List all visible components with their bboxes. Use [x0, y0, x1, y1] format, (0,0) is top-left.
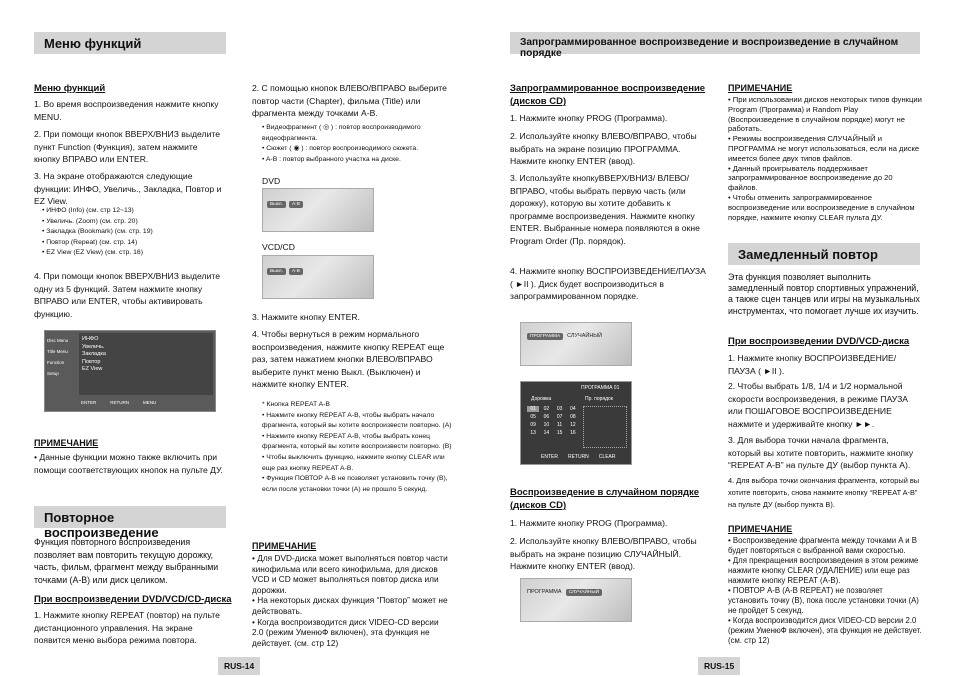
- repeat-step-2: 2. С помощью кнопок ВЛЕВО/ВПРАВО выберите повтор части (Chapter), фильма (Title) или фрагмента между точками A-B.: [252, 83, 447, 119]
- dvd-label: DVD: [262, 176, 281, 186]
- slow-step-2: 2. Чтобы выбрать 1/8, 1/4 и 1/2 нормальной скорости воспроизведения, в режиме ПАУЗА или ПОШАГОВОЕ ВОСПРОИЗВЕДЕНИЕ нажмите и удерживайте кнопку ►►.: [728, 381, 909, 429]
- track-cell: 05: [530, 414, 536, 420]
- slow-step-4: 4. Для выбора точки окончания фрагмента, который вы хотите повторить, снова нажмите кнопку “REPEAT A-B” на пульте ДУ (выбор пункта B).: [728, 476, 920, 509]
- ab-note-2: • Нажмите кнопку REPEAT A-B, чтобы выбрать конец фрагмента, который вы хотите воспроизвести повторно. (B): [262, 432, 452, 451]
- slow-step-3: 3. Для выбора точки начала фрагмента, который вы хотите повторить, нажмите кнопку “REPEAT A-B” на пульте ДУ (выбор пункта A).: [728, 435, 914, 471]
- random-osd: ПРОГРАММА СЛУЧАЙНЫЙ: [527, 589, 602, 596]
- bullet-repeat: • Повтор (Repeat) (см. стр. 14): [42, 238, 138, 246]
- note-heading-3: ПРИМЕЧАНИЕ: [728, 83, 793, 93]
- note-4-2: • Для прекращения воспроизведения в этом режиме нажмите кнопку CLEAR (УДАЛЕНИЕ) или еще раз нажмите кнопку REPEAT (A-B).: [728, 556, 919, 585]
- slow-subtitle: При воспроизведении DVD/VCD-диска: [728, 336, 910, 347]
- track-cell: 09: [530, 422, 536, 428]
- menu-function-list: ИНФО Увеличь. Закладка Повтор EZ View: [79, 333, 213, 395]
- track-cell: 07: [556, 414, 563, 420]
- bullet-ezview: • EZ View (EZ View) (см. стр. 16): [42, 249, 143, 257]
- program-order-box: [583, 406, 627, 448]
- note-2-1: • Для DVD-диска может выполняться повтор части кинофильма или всего кинофильма, для дисков VCD и CD может выполняться повтор диска или дорожки.: [252, 553, 448, 595]
- vcd-osd-bar: Выкл. A-B: [267, 268, 303, 275]
- repeat-mode-desc: [262, 123, 452, 165]
- grid-right-label: Пр. порядок: [585, 396, 613, 402]
- track-cell: 16: [570, 430, 576, 436]
- menu-step-2: 2. При помощи кнопок ВВЕРХ/ВНИЗ выделите пункт Function (Функция), затем нажмите кнопку ВПРАВО или ENTER.: [34, 129, 220, 165]
- menu-step-4: 4. При помощи кнопок ВВЕРХ/ВНИЗ выделите одну из 5 функций. Затем нажмите кнопку ВПРАВО или ENTER, чтобы активировать функцию.: [34, 271, 220, 319]
- repeat-step-3: 3. Нажмите кнопку ENTER.: [252, 312, 360, 322]
- menu-bullets: [42, 206, 227, 259]
- program-title: Запрограммированное воспроизведение (дисков CD): [510, 83, 706, 107]
- track-cell: 04: [570, 406, 576, 412]
- program-step-1: 1. Нажмите кнопку PROG (Программа).: [510, 113, 668, 123]
- track-cell: 01: [527, 406, 539, 412]
- desc-chapter: • Видеофрагмент ( ◎ ) : повтор воспроизводимого видеофрагмента.: [262, 124, 421, 142]
- menu-functions-title: Меню функций: [34, 83, 106, 94]
- program-osd: ПРОГРАММА СЛУЧАЙНЫЙ: [527, 333, 602, 340]
- note-3-2: • Режимы воспроизведения СЛУЧАЙНЫЙ и ПРОГРАММА не могут использоваться, если на диске имеется более двух типов файлов.: [728, 134, 920, 163]
- repeat-subtitle: При воспроизведении DVD/VCD/CD-диска: [34, 594, 232, 605]
- note-4-3: • ПОВТОР A-B (A-B REPEAT) не позволяет установить точку (B), пока после установки точки (A) не пройдет 5 секунд.: [728, 586, 919, 615]
- note-3-4: • Чтобы отменить запрограммированное воспроизведение или воспроизведение в случайном порядке, нажмите кнопку CLEAR пульта ДУ.: [728, 192, 915, 222]
- track-cell: 12: [570, 422, 576, 428]
- random-title: Воспроизведение в случайном порядке (дисков CD): [510, 487, 700, 511]
- track-grid: [527, 406, 579, 436]
- ab-note-1: • Нажмите кнопку REPEAT A-B, чтобы выбрать начало фрагмента, который вы хотите воспроизвести повторно. (A): [262, 411, 452, 430]
- note-4-1: • Воспроизведение фрагмента между точками A и B будет повторяться с выбранной вами скоростью.: [728, 536, 917, 555]
- page-number-right: RUS-15: [698, 657, 740, 675]
- program-grid-screenshot: [520, 381, 632, 465]
- grid-title: ПРОГРАММА 01: [581, 385, 620, 391]
- program-step-3: 3. Используйте кнопкуВВЕРХ/ВНИЗ/ ВЛЕВО/ВПРАВО, чтобы выбрать первую часть (или дорожку), которую вы хотите добавить к программе воспроизведения. Нажмите кнопку ENTER. Выбранные номера появляются в окне Program Order (Пр. порядок).: [510, 173, 700, 246]
- track-cell: 15: [556, 430, 563, 436]
- slow-step-1: 1. Нажмите кнопку ВОСПРОИЗВЕДЕНИЕ/ПАУЗА ( ►II ).: [728, 353, 897, 376]
- grid-left-label: Дорожка: [531, 396, 552, 402]
- ab-heading: * Кнопка REPEAT A-B: [262, 401, 330, 408]
- dvd-osd-bar: Выкл. A-B: [267, 201, 303, 208]
- note-heading-2: ПРИМЕЧАНИЕ: [252, 541, 317, 551]
- program-step-4: 4. Нажмите кнопку ВОСПРОИЗВЕДЕНИЕ/ПАУЗА ( ►II ). Диск будет воспроизводиться в запрограммированном порядке.: [510, 266, 706, 302]
- track-cell: 06: [543, 414, 550, 420]
- track-cell: 08: [570, 414, 576, 420]
- track-cell: 13: [530, 430, 536, 436]
- function-menu-screenshot: [44, 330, 216, 412]
- random-step-1: 1. Нажмите кнопку PROG (Программа).: [510, 518, 668, 528]
- menu-functions-header: Меню функций: [34, 32, 226, 54]
- vcd-repeat-screenshot: [262, 255, 374, 299]
- track-cell: 02: [543, 406, 550, 412]
- note-heading-1: ПРИМЕЧАНИЕ: [34, 438, 99, 448]
- desc-title: • Сюжет ( ◉ ) : повтор воспроизводимого сюжета.: [262, 145, 419, 153]
- note-2-3: • Когда воспроизводится диск VIDEO-CD версии 2.0 (режим УменюФ включен), эта функция не действует. (см. стр 12): [252, 616, 439, 648]
- program-select-screenshot: [520, 322, 632, 366]
- slow-repeat-header: Замедленный повтор: [728, 243, 920, 265]
- note-text-1: • Данные функции можно также включить при помощи соответствующих кнопок на пульте ДУ.: [34, 452, 223, 475]
- track-cell: 14: [543, 430, 550, 436]
- note-block-2: [252, 553, 452, 648]
- ab-note-3: • Чтобы выключить функцию, нажмите кнопку CLEAR или еще раз кнопку REPEAT A-B.: [262, 453, 445, 472]
- menu-footer: ENTER RETURN MENU: [81, 400, 157, 405]
- note-block-4: [728, 536, 922, 646]
- menu-step-3: 3. На экране отображаются следующие функции: ИНФО, Увеличь., Закладка, Повтор и EZ View.: [34, 171, 222, 207]
- random-step-2: 2. Используйте кнопку ВЛЕВО/ВПРАВО, чтобы выбрать на экране позицию СЛУЧАЙНЫЙ. Нажмите кнопку ENTER (ввод).: [510, 536, 697, 572]
- repeat-step-1: 1. Нажмите кнопку REPEAT (повтор) на пульте дистанционного управления. На экране появится меню выбора режима повтора.: [34, 610, 220, 646]
- ab-note-4: • Функция ПОВТОР A-B не позволяет установить точку (B), если после установки точки (A) не прошло 5 секунд.: [262, 475, 448, 493]
- random-select-screenshot: [520, 578, 632, 622]
- program-random-header: Запрограммированное воспроизведение и воспроизведение в случайном порядке: [510, 32, 920, 54]
- track-cell: 10: [543, 422, 550, 428]
- menu-side-list: Disc Menu Title Menu Function Setup: [47, 338, 69, 376]
- note-3-1: • При использовании дисков некоторых типов функции Program (Программа) и Random Play (Воспроизведение в случайном порядке) могут не работать.: [728, 95, 922, 134]
- repeat-intro: Функция повторного воспроизведения позволяет вам повторить текущую дорожку, часть, фильм, фрагмент между выбранными точками (A-B) или диск целиком.: [34, 537, 219, 585]
- program-step-2: 2. Используйте кнопку ВЛЕВО/ВПРАВО, чтобы выбрать на экране позицию ПРОГРАММА. Нажмите кнопку ENTER (ввод).: [510, 131, 697, 167]
- page-number-left: RUS-14: [218, 657, 260, 675]
- note-block-3: [728, 95, 922, 222]
- bullet-zoom: • Увеличь. (Zoom) (см. стр. 20): [42, 217, 138, 225]
- repeat-header: Повторное воспроизведение: [34, 506, 226, 528]
- note-3-3: • Данный проигрыватель поддерживает запрограммированное воспроизведение до 20 файлов.: [728, 163, 893, 193]
- note-2-2: • На некоторых дисках функция “Повтор” может не действовать.: [252, 595, 448, 616]
- desc-ab: • A-B : повтор выбранного участка на диске.: [262, 155, 401, 163]
- repeat-step-4: 4. Чтобы вернуться в режим нормального воспроизведения, нажмите кнопку REPEAT еще раз, затем нажатием кнопки ВЛЕВО/ВПРАВО выберите пункт меню Выкл. (Выключен) и нажмите кнопку ENTER.: [252, 329, 445, 390]
- bullet-info: • ИНФО (Info) (см. стр 12~13): [42, 207, 134, 214]
- slow-intro: Эта функция позволяет выполнить замедленный повтор спортивных упражнений, а также сцен танцев или игры на музыкальных инструментах, что помогает лучше их изучить.: [728, 272, 920, 316]
- note-4-4: • Когда воспроизводится диск VIDEO-CD версии 2.0 (режим УменюФ включен), эта функция не действует. (см. стр 12): [728, 616, 922, 645]
- dvd-repeat-screenshot: [262, 188, 374, 232]
- grid-footer: ENTER RETURN CLEAR: [541, 454, 616, 460]
- bullet-bookmark: • Закладка (Bookmark) (см. стр. 19): [42, 228, 153, 236]
- vcd-label: VCD/CD: [262, 242, 295, 252]
- track-cell: 03: [556, 406, 563, 412]
- menu-step-1: 1. Во время воспроизведения нажмите кнопку MENU.: [34, 99, 219, 122]
- repeat-ab-block: [262, 400, 452, 495]
- note-heading-4: ПРИМЕЧАНИЕ: [728, 524, 793, 534]
- track-cell: 11: [557, 422, 563, 428]
